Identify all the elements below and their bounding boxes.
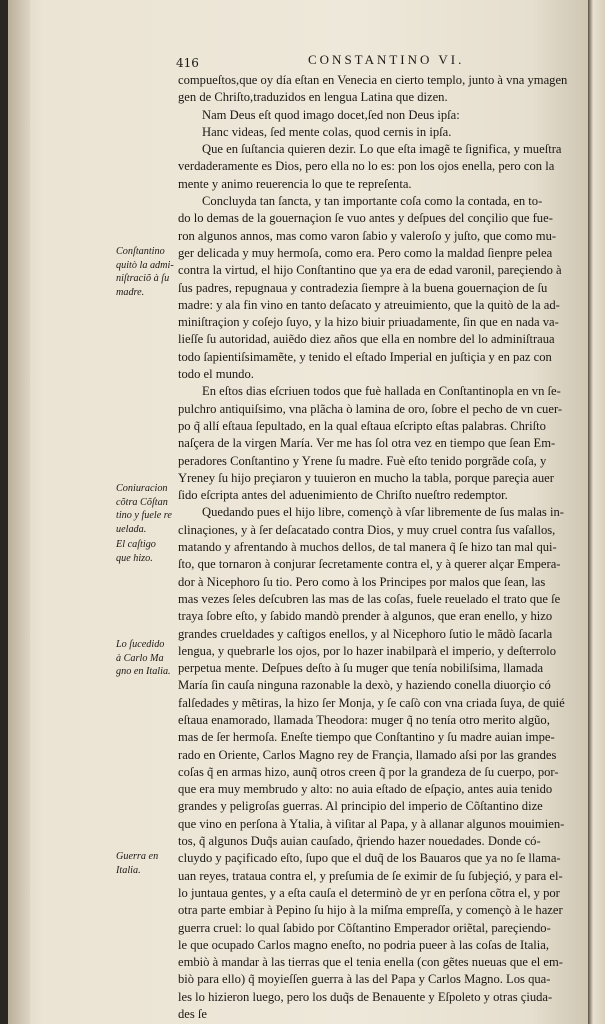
margin-note-line: Conſtantino (116, 246, 165, 257)
margin-note-line: quitò la admi- (116, 259, 174, 271)
text-line: dor à Nicephoro ſu tio. Pero como à los Principes por malos que ſean, las (178, 574, 546, 589)
margin-note-line: gno en Italia. (116, 666, 171, 677)
text-line: ron algunos annos, mas como varon ſabio y valeroſo y juſto, que como mu- (178, 228, 557, 243)
text-line: les lo hizieron luego, pero los duq̃s de Benauente y Eſpoleto y otras çiuda- (178, 989, 553, 1004)
text-line: embiò à mandar à las tierras que el tenia enella (con gẽtes nueuas que el em- (178, 955, 563, 970)
text-line: tos, q̃ algunos Duq̃s auian cauſado, q̃riendo hazer nouedades. Donde có- (178, 834, 541, 849)
running-head: CONSTANTINO VI. (308, 52, 465, 67)
text-line: ſus padres, repugnaua y contradezia ſiempre à la buena gouernaçion de ſu (178, 280, 548, 295)
text-line: peradores Conſtantino y Yrene ſu madre. Fuè eſto tenido porgrãde coſa, y (178, 453, 547, 468)
text-line: matando y afrentando à muchos dellos, de tal manera q̃ ſe hizo tan mal qui- (178, 540, 557, 555)
text-line: Hanc videas, ſed mente colas, quod cernis in ipſa. (202, 124, 452, 139)
margin-note-line: Italia. (116, 864, 141, 876)
margin-note-line: madre. (116, 286, 145, 298)
text-line: otra parte embiar à Pepino ſu hijo à la miſma empreſſa, y començò à le hazer (178, 903, 563, 918)
body-text (178, 72, 586, 1023)
text-line: mas vezes ſeles deſcubren las mas de las coſas, fuele reuelado el trato que ſe (178, 591, 561, 606)
text-line: contra la virtud, el hijo Conſtantino que ya era de edad varonil, pareçiendo à (178, 263, 562, 278)
text-line: ger delicada y muy hermoſa, como era. Pero como la maldad ſienpre pelea (178, 245, 553, 260)
text-line: clinaçiones, y à ſer deſacatado contra Dios, y muy cruel contra ſus vaſallos, (178, 522, 556, 537)
text-line: le que ocupado Carlos magno eneſto, no podria pueer à las coſas de Italia, (178, 937, 550, 952)
text-line: do lo demas de la gouernaçion ſe vuo antes y deſpues del conçilio que fue- (178, 211, 553, 226)
text-line: todo el mundo. (178, 367, 254, 382)
text-line: En eſtos dias eſcriuen todos que fuè hallada en Conſtantinopla en vn ſe- (202, 384, 561, 399)
text-line: coſas q̃ en armas hizo, aunq̃ otros creen q̃ por la grandeza de ſu cuerpo, por- (178, 764, 559, 779)
margin-note-line: que hizo. (116, 552, 153, 564)
text-line: ſto, que tornaron à conjurar ſecretamente contra el, y à querer alçar Empera- (178, 557, 561, 572)
folio-number: 416 (176, 56, 199, 70)
text-line: todo ſapientiſsimamẽte, y tenido el eſtado Imperial en juſtiçia y en paz con (178, 349, 552, 364)
page-gutter (8, 0, 30, 1024)
text-line: eſtaua enamorado, llamada Theodora: muger q̃ no tenía otro merito algũo, (178, 712, 550, 727)
text-line: guerra cruel: lo qual ſabido por Cõſtantino Emperador oriẽtal, pareçiendo- (178, 920, 551, 935)
margin-note-line: Guerra en (116, 851, 159, 862)
margin-note-line: niſtraciõ à ſu (116, 273, 170, 284)
text-line: gen de Chriſto,traduzidos en lengua Latina que dizen. (178, 90, 448, 105)
margin-note-line: cõtra Cõſtan (116, 496, 168, 508)
text-line: lengua, y quebrarle los ojos, por lo hazer inabilparà el imperio, y deſterrolo (178, 643, 557, 658)
text-line: traya ſobre eſto, y ſabido mandò prender à algunos, que eran enello, y hizo (178, 609, 553, 624)
margin-note-line: tino y fuele re (116, 510, 172, 521)
text-line: rado en Oriente, Carlos Magno rey de Françia, llamado aſsi por las grandes (178, 747, 557, 762)
margin-note-line: Lo ſucedido (116, 639, 165, 650)
text-line: uan reyes, trataua contra el, y preſumia de ſe eximir de ſu ſubjeçió, y para el- (178, 868, 563, 883)
text-line: grandes y peligroſas guerras. Al principio del imperio de Cõſtantino dize (178, 799, 543, 814)
text-line: Que en ſuſtancia quieren dezir. Lo que eſta imagẽ te ſignifica, y mueſtra (202, 142, 562, 157)
margin-note-castigo (116, 538, 182, 565)
text-line: Nam Deus eſt quod imago docet,ſed non Deus ipſa: (202, 107, 460, 122)
text-line: pulchro antiquiſsimo, vna plãcha ò lamina de oro, ſobre el pecho de vn cuer- (178, 401, 563, 416)
text-line: mas de ſer hermoſa. Eneſte tiempo que Conſtantino y ſu madre auian impe- (178, 730, 555, 745)
margin-note-line: à Carlo Ma (116, 652, 164, 664)
text-line: lieſſe ſu autoridad, auiẽdo diez años que ella en nombre del lo adminiſtraua (178, 332, 555, 347)
text-line: grandes crueldades y caſtigos enellos, y al Nicephoro ſutio le mãdò ſacarla (178, 626, 553, 641)
text-line: falſedades y mẽtiras, la hizo ſer Monja, y ſe caſò con vna criada ſuya, de quié (178, 695, 565, 710)
text-line: ſido eſcripta antes del aduenimiento de Chriſto nueſtro redemptor. (178, 488, 508, 503)
text-line: Quedando pues el hijo libre, començò à vſar libremente de ſus malas in- (202, 505, 564, 520)
text-line: compueſtos,que oy día eſtan en Venecia en cierto templo, junto à vna ymagen (178, 73, 568, 87)
text-line: que vino en perſona à Ytalia, à viſitar al Papa, y à allanar algunos mouimien- (178, 816, 565, 831)
margin-note-guerra (116, 850, 182, 877)
text-line: mente y animo reuerencia lo que te repreſenta. (178, 176, 412, 191)
text-line: perpetua mente. Deſpues deſto à ſu muger que tenía nobiliſsima, llamada (178, 661, 544, 676)
text-line: madre: y ala fin vino en tanto deſacato y atreuimiento, que la quitò de la ad- (178, 297, 560, 312)
margin-note-line: uelada. (116, 523, 147, 535)
text-line: cluydo y paçificado eſto, ſupo que el duq̃ de los Bauaros que ya no ſe llama- (178, 851, 561, 866)
margin-note-line: Coniuracion (116, 483, 168, 494)
margin-note-conjuracion (116, 482, 182, 536)
book-page (8, 0, 588, 1024)
margin-note-sucedido (116, 638, 182, 679)
facing-page-edge (588, 0, 605, 1024)
text-line: lo juntaua gentes, y a eſta cauſa el determinò de yr en perſona cõtra el, y por (178, 885, 560, 900)
text-line: que era muy membrudo y alto: no auia eſtado de eſpaçio, antes auia tenido (178, 782, 553, 797)
text-line: Concluyda tan ſancta, y tan importante coſa como la contada, en to- (202, 194, 543, 209)
margin-note-constantino (116, 245, 182, 299)
text-line: des ſe (178, 1007, 208, 1022)
text-line: María ſin cauſa ninguna razonable la dexò, y haziendo conella diuorçio có (178, 678, 551, 693)
text-line: miniſtraçion y coſejo ſuyo, y la hizo biuir priuadamente, ſin que en nada va- (178, 315, 559, 330)
text-line: biò para ello) q̃ moуieſſen guerra à las del Papa y Carlos Magno. Los qua- (178, 972, 551, 987)
text-line: naſçera de la virgen María. Ver me has ſol otra vez en tiempo que ſean Em- (178, 436, 556, 451)
margin-note-line: El caſtigo (116, 539, 156, 550)
text-line: po q̃ allí eſtaua ſepultado, en la qual eſtaua eſcripto eſtas palabras. Chriſto (178, 418, 546, 433)
text-line: Yreney ſu hijo preçiaron y tuuieron en mucho la tabla, porque pareçia auer (178, 470, 554, 485)
text-line: verdaderamente es Dios, pero ella no lo es: pon los ojos enella, pero con la (178, 159, 555, 174)
